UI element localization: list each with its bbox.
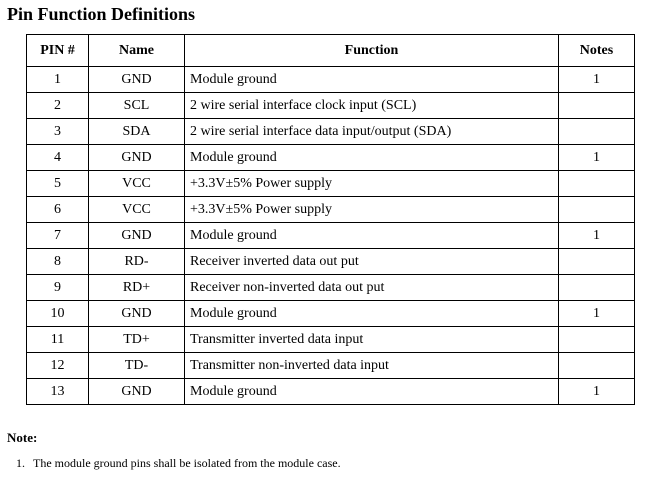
pin-function-cell: Module ground (185, 67, 559, 93)
pin-name-cell: TD- (89, 353, 185, 379)
pin-notes-cell: 1 (559, 223, 635, 249)
header-notes: Notes (559, 35, 635, 67)
pin-name-cell: GND (89, 379, 185, 405)
pin-function-cell: Module ground (185, 301, 559, 327)
pin-number-cell: 8 (27, 249, 89, 275)
pin-function-cell: 2 wire serial interface clock input (SCL) (185, 93, 559, 119)
pin-number-cell: 4 (27, 145, 89, 171)
pin-name-cell: VCC (89, 171, 185, 197)
pin-notes-cell (559, 171, 635, 197)
pin-function-cell: Transmitter inverted data input (185, 327, 559, 353)
pin-number-cell: 11 (27, 327, 89, 353)
pin-number-cell: 3 (27, 119, 89, 145)
table-row (27, 171, 635, 197)
pin-name-cell: TD+ (89, 327, 185, 353)
pin-number-cell: 1 (27, 67, 89, 93)
page-title: Pin Function Definitions (7, 4, 196, 24)
pin-number-cell: 13 (27, 379, 89, 405)
pin-notes-cell (559, 93, 635, 119)
table-row (27, 275, 635, 301)
pin-name-cell: GND (89, 145, 185, 171)
pin-notes-cell (559, 119, 635, 145)
table-row (27, 353, 635, 379)
pin-notes-cell: 1 (559, 67, 635, 93)
pin-name-cell: SCL (89, 93, 185, 119)
table-row (27, 119, 635, 145)
pin-name-cell: RD+ (89, 275, 185, 301)
note-item-number: 1. (16, 456, 25, 470)
table-row (27, 379, 635, 405)
pin-number-cell: 12 (27, 353, 89, 379)
header-pin: PIN # (27, 35, 89, 67)
pin-notes-cell (559, 249, 635, 275)
table-row (27, 67, 635, 93)
pin-function-cell: Receiver non-inverted data out put (185, 275, 559, 301)
pin-notes-cell (559, 327, 635, 353)
note-item (16, 455, 341, 471)
pin-name-cell: SDA (89, 119, 185, 145)
pin-name-cell: VCC (89, 197, 185, 223)
note-list (16, 455, 341, 471)
pin-name-cell: GND (89, 301, 185, 327)
pin-notes-cell (559, 353, 635, 379)
header-name: Name (89, 35, 185, 67)
pin-notes-cell: 1 (559, 301, 635, 327)
pin-function-cell: Module ground (185, 145, 559, 171)
table-row (27, 93, 635, 119)
table-header-row (27, 35, 635, 67)
pin-function-cell: Receiver inverted data out put (185, 249, 559, 275)
pin-function-table (26, 34, 635, 405)
header-function: Function (185, 35, 559, 67)
pin-function-cell: 2 wire serial interface data input/output (SDA) (185, 119, 559, 145)
table-row (27, 249, 635, 275)
pin-notes-cell (559, 275, 635, 301)
pin-number-cell: 7 (27, 223, 89, 249)
pin-function-cell: +3.3V±5% Power supply (185, 197, 559, 223)
table-row (27, 327, 635, 353)
table-row (27, 223, 635, 249)
note-heading: Note: (7, 430, 38, 445)
pin-notes-cell: 1 (559, 379, 635, 405)
pin-name-cell: GND (89, 67, 185, 93)
pin-notes-cell: 1 (559, 145, 635, 171)
pin-number-cell: 6 (27, 197, 89, 223)
pin-number-cell: 9 (27, 275, 89, 301)
pin-name-cell: GND (89, 223, 185, 249)
pin-number-cell: 2 (27, 93, 89, 119)
pin-number-cell: 5 (27, 171, 89, 197)
note-item-text: The module ground pins shall be isolated from the module case. (33, 456, 341, 470)
table-row (27, 301, 635, 327)
pin-name-cell: RD- (89, 249, 185, 275)
pin-function-cell: Module ground (185, 379, 559, 405)
pin-notes-cell (559, 197, 635, 223)
pin-function-cell: +3.3V±5% Power supply (185, 171, 559, 197)
table-row (27, 145, 635, 171)
pin-function-cell: Module ground (185, 223, 559, 249)
pin-function-cell: Transmitter non-inverted data input (185, 353, 559, 379)
pin-number-cell: 10 (27, 301, 89, 327)
table-row (27, 197, 635, 223)
